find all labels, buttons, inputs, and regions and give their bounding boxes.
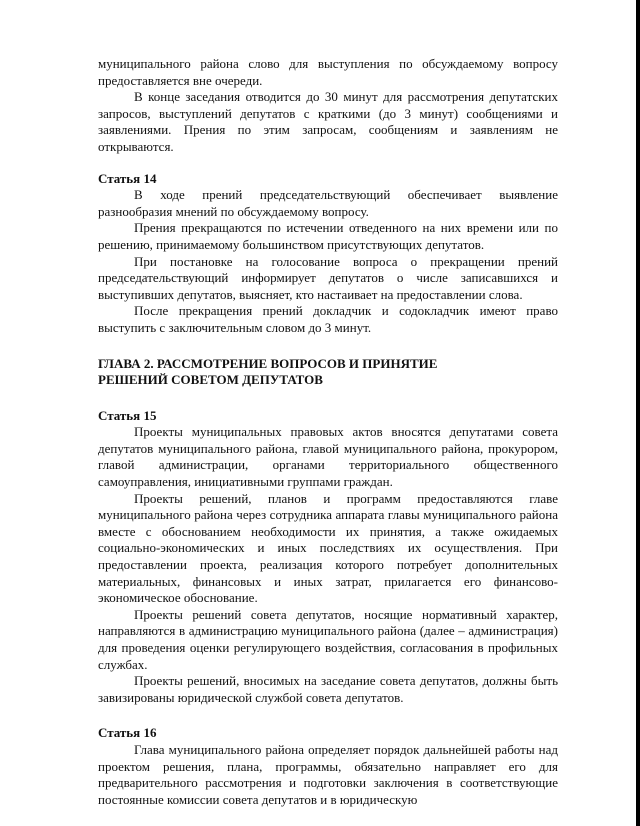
article-15-heading: Статья 15 bbox=[98, 407, 157, 423]
article-16-paragraph-1: Глава муниципального района определяет порядок дальнейшей работы над проектом решения, плана, программы, обязательно направляет его для предварительного рассмотрения и подготовки заключения в соответствующие постоянные комиссии совета депутатов и в юридическую bbox=[98, 741, 558, 807]
article-14-heading: Статья 14 bbox=[98, 170, 157, 186]
article-14-paragraph-1: В ходе прений председательствующий обеспечивает выявление разнообразия мнений по обсуждаемому вопросу. bbox=[98, 187, 558, 219]
article-15-paragraph-2: Проекты решений, планов и программ предоставляются главе муниципального района через сотрудника аппарата главы муниципального района вместе с обоснованием необходимости их принятия, а также ожидаемых социально-экономических и иных последствиях их осуществления. При предоставлении проекта, реализация которого потребует дополнительных материальных, финансовых и иных затрат, прилагается его финансово-экономическое обоснование. bbox=[98, 490, 558, 606]
article-14-paragraph-2: Прения прекращаются по истечении отведенного на них времени или по решению, принимаемому большинством присутствующих депутатов. bbox=[98, 220, 558, 252]
article-15-paragraph-1: Проекты муниципальных правовых актов вносятся депутатами совета депутатов муниципального района, главой муниципального района, прокурором, главой администрации, органами территориального общественного самоуправления, инициативными группами граждан. bbox=[98, 424, 558, 490]
article-16-heading: Статья 16 bbox=[98, 725, 157, 741]
chapter-2-title-line-1: ГЛАВА 2. РАССМОТРЕНИЕ ВОПРОСОВ И ПРИНЯТИЕ bbox=[98, 355, 438, 371]
paragraph-continuation: муниципального района слово для выступления по обсуждаемому вопросу предоставляется вне очереди. bbox=[98, 56, 558, 88]
page-edge-border bbox=[636, 0, 640, 826]
document-body bbox=[98, 56, 558, 808]
article-15-paragraph-3: Проекты решений совета депутатов, носящие нормативный характер, направляются в администрацию муниципального района (далее – администрация) для проведения оценки регулирующего воздействия, согласования в профильных службах. bbox=[98, 606, 558, 672]
chapter-2-title-line-2: РЕШЕНИЙ СОВЕТОМ ДЕПУТАТОВ bbox=[98, 372, 323, 388]
article-14-paragraph-4: После прекращения прений докладчик и содокладчик имеют право выступить с заключительным словом до 3 минут. bbox=[98, 303, 558, 335]
article-14-paragraph-3: При постановке на голосование вопроса о прекращении прений председательствующий информирует депутатов о числе записавшихся и выступивших депутатов, выясняет, кто настаивает на предоставлении слова. bbox=[98, 253, 558, 302]
article-15-paragraph-4: Проекты решений, вносимых на заседание совета депутатов, должны быть завизированы юридической службой совета депутатов. bbox=[98, 673, 558, 705]
paragraph-end-of-session: В конце заседания отводится до 30 минут для рассмотрения депутатских запросов, выступлений депутатов с краткими (до 3 минут) сообщениями и заявлениями. Прения по этим запросам, сообщениям и заявлениям не открываются. bbox=[98, 89, 558, 154]
